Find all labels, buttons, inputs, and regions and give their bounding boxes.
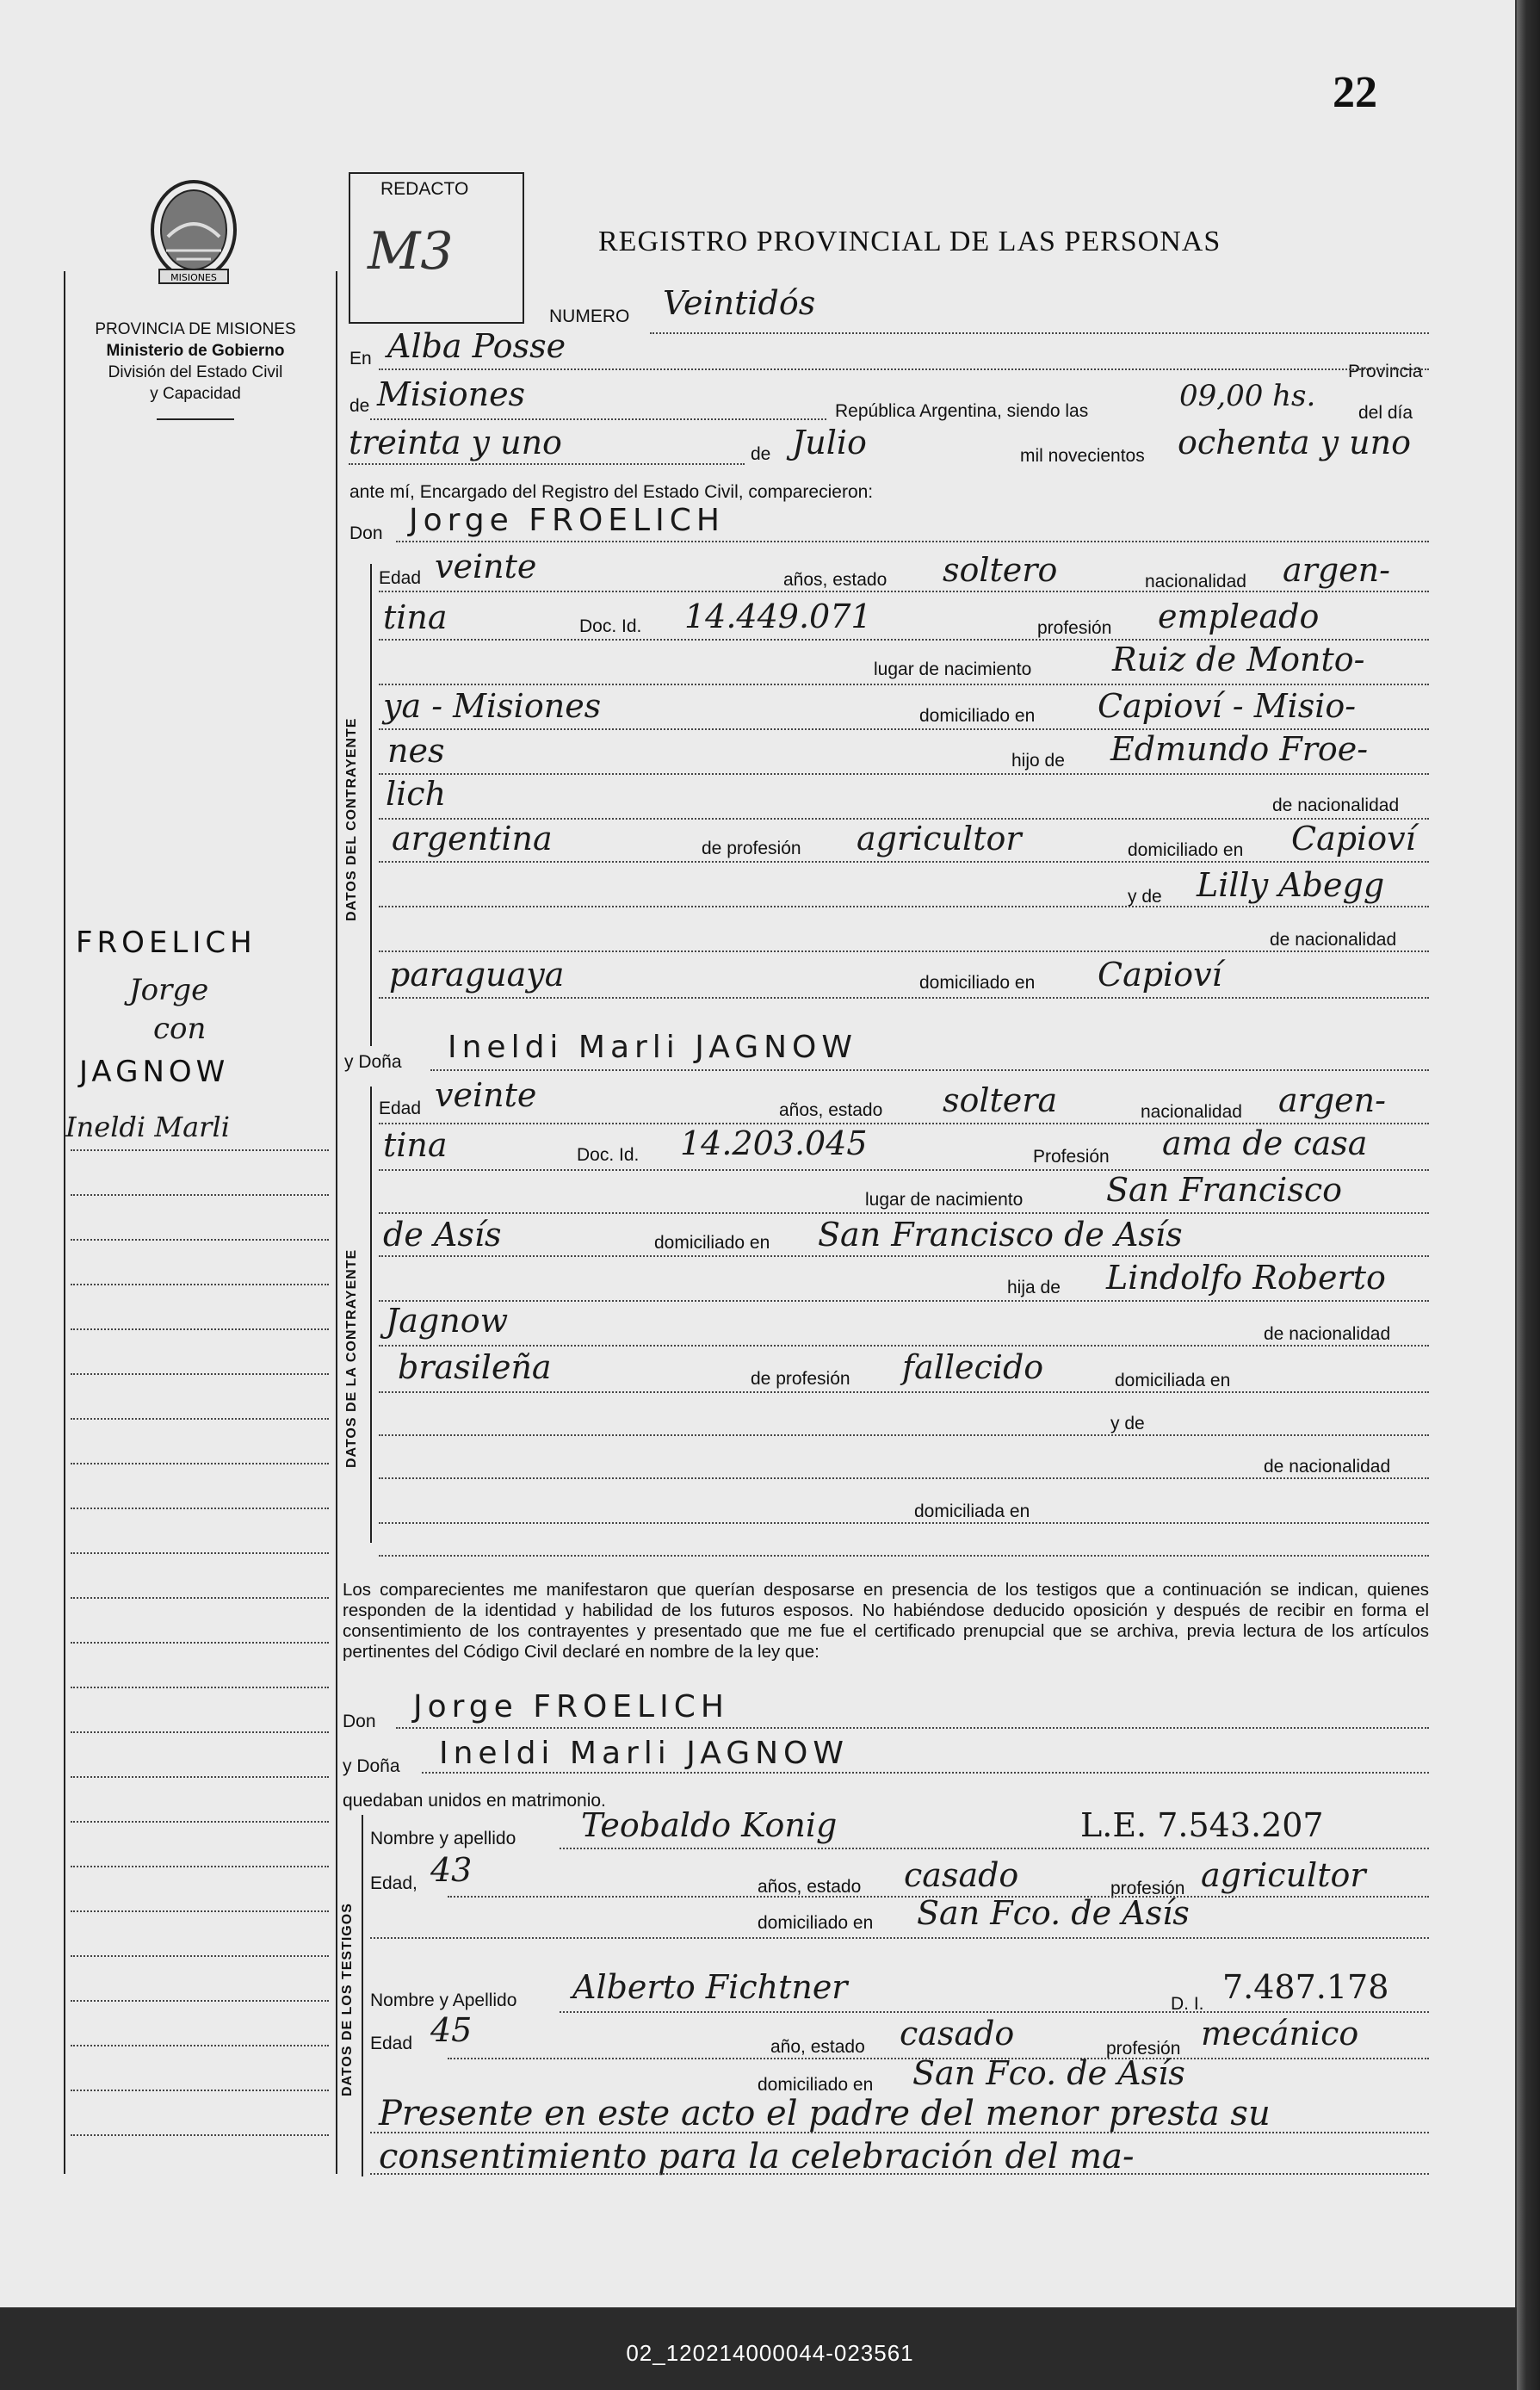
t1-nombre-value: Teobaldo Konig	[581, 1806, 838, 1844]
main-margin-line	[336, 271, 337, 2174]
doc-label-2: Doc. Id.	[577, 1145, 640, 1165]
decl-dona-value: Ineldi Marli JAGNOW	[439, 1736, 849, 1771]
t2-doc-label: D. I.	[1171, 1994, 1204, 2014]
padre-cont: lich	[386, 775, 447, 813]
footer-id: 02_120214000044-023561	[626, 2340, 914, 2366]
unidos-label: quedaban unidos en matrimonio.	[343, 1791, 606, 1811]
margin-name2: Ineldi Marli	[65, 1111, 230, 1143]
padre-prof-2: fallecido	[902, 1348, 1044, 1386]
dona-value: Ineldi Marli JAGNOW	[448, 1030, 857, 1065]
rule	[396, 1727, 1429, 1729]
document-title: REGISTRO PROVINCIAL DE LAS PERSONAS	[598, 226, 1221, 257]
margin-rule	[71, 1910, 329, 1912]
padre-dom-label-2: domiciliada en	[1115, 1371, 1231, 1390]
dom-label: domiciliado en	[919, 706, 1036, 726]
prof-value-2: ama de casa	[1162, 1124, 1368, 1162]
nac-value-2: argen-	[1278, 1081, 1386, 1119]
margin-rule	[71, 1328, 329, 1330]
don-label: Don	[349, 523, 383, 543]
padre-nac-2: brasileña	[398, 1348, 552, 1386]
margin-rule	[71, 1731, 329, 1733]
margin-rule	[71, 1508, 329, 1509]
divider	[157, 418, 234, 420]
rule	[560, 2011, 1429, 2013]
margin-surname2: JAGNOW	[79, 1055, 230, 1089]
rule	[379, 773, 1429, 775]
t2-estado-value: casado	[900, 2015, 1015, 2053]
issuer-block	[62, 319, 329, 420]
madre-value: Lilly Abegg	[1197, 866, 1385, 904]
section-contrayente: DATOS DEL CONTRAYENTE	[344, 717, 359, 921]
edad-label: Edad	[379, 568, 422, 588]
page-number: 22	[1333, 68, 1377, 117]
province-seal	[142, 176, 245, 293]
de-value: Misiones	[377, 375, 526, 413]
mes-value: Julio	[792, 424, 867, 461]
padre-cont-2: Jagnow	[386, 1302, 509, 1340]
de-nac-label-2: de nacionalidad	[1264, 1324, 1391, 1344]
rule	[379, 1477, 1429, 1479]
nac-value: argen-	[1283, 551, 1390, 589]
lugar-label: lugar de nacimiento	[874, 659, 1032, 679]
padre-prof: agricultor	[857, 820, 1022, 858]
section-testigos: DATOS DE LOS TESTIGOS	[340, 1903, 355, 2096]
lugar-cont-2: de Asís	[383, 1216, 502, 1254]
y-de-label-2: y de	[1110, 1414, 1145, 1433]
dom-value: Capioví - Misio-	[1098, 687, 1357, 725]
don-value: Jorge FROELICH	[409, 503, 725, 538]
lugar-value-2: San Francisco	[1106, 1171, 1342, 1209]
t2-nombre-value: Alberto Fichtner	[572, 1968, 848, 2006]
rule	[650, 332, 1429, 334]
prof-label-2: Profesión	[1033, 1147, 1110, 1167]
decl-dona-label: y Doña	[343, 1756, 400, 1776]
rule	[422, 1772, 1429, 1774]
rule	[379, 1300, 1429, 1302]
t2-doc-value: 7.487.178	[1222, 1968, 1389, 2006]
t1-dom-label: domiciliado en	[758, 1913, 874, 1933]
rule	[370, 2132, 1429, 2133]
lugar-value: Ruiz de Monto-	[1112, 641, 1365, 678]
t2-anios-label: año, estado	[770, 2037, 865, 2057]
margin-rule	[71, 1955, 329, 1957]
margin-rule	[71, 1552, 329, 1554]
book-binding	[1517, 0, 1540, 2390]
t2-prof-label: profesión	[1106, 2039, 1181, 2059]
rule	[379, 1345, 1429, 1347]
margin-rule	[71, 1597, 329, 1599]
anio-value: ochenta y uno	[1178, 424, 1411, 461]
margin-rule	[71, 1687, 329, 1688]
de-label: de	[349, 396, 370, 416]
hija-label: hija de	[1007, 1278, 1061, 1297]
de-prof-label: de profesión	[702, 839, 801, 858]
t1-estado-value: casado	[904, 1856, 1019, 1894]
t1-nombre-label: Nombre y apellido	[370, 1829, 516, 1848]
en-label: En	[349, 349, 372, 368]
margin-rule	[71, 1866, 329, 1867]
estado-value-2: soltera	[943, 1081, 1058, 1119]
decl-don-label: Don	[343, 1712, 376, 1731]
redacto-label: REDACTO	[380, 179, 469, 199]
province-name: PROVINCIA DE MISIONES	[95, 320, 296, 338]
redacto-box	[349, 172, 524, 324]
lugar-label-2: lugar de nacimiento	[865, 1190, 1024, 1210]
rule	[560, 1848, 1429, 1849]
margin-name1: Jorge	[129, 973, 209, 1007]
margin-rule	[71, 1418, 329, 1420]
rule	[370, 1937, 1429, 1939]
margin-rule	[71, 1239, 329, 1241]
margin-rule	[71, 2000, 329, 2002]
t2-edad-label: Edad	[370, 2034, 413, 2053]
declaration-paragraph: Los comparecientes me manifestaron que querían desposarse en presencia de los testigos que a continuación se indican, quienes responden de la identidad y habilidad de los futuros esposos. No habiéndose deducido oposición y después de recibir en forma el consentimiento de los contrayentes y presentado que me fue el certificado prenupcial que se archiva, previa lectura de los artículos pertinentes del Código Civil declaré en nombre de la ley que:	[343, 1580, 1429, 1662]
edad-label-2: Edad	[379, 1099, 422, 1118]
t1-prof-value: agricultor	[1201, 1856, 1366, 1894]
republica-label: República Argentina, siendo las	[835, 401, 1089, 421]
rule	[379, 906, 1429, 907]
margin-rule	[71, 2045, 329, 2046]
t2-dom-value: San Fco. de Asís	[912, 2054, 1185, 2092]
t1-edad-value: 43	[430, 1851, 473, 1889]
de-prof-label-2: de profesión	[751, 1369, 850, 1389]
rule	[379, 368, 1429, 370]
padre-value-2: Lindolfo Roberto	[1106, 1259, 1386, 1297]
closing-line2: consentimiento para la celebración del ma-	[379, 2137, 1135, 2176]
decl-don-value: Jorge FROELICH	[413, 1689, 729, 1724]
dom-cont: nes	[387, 732, 445, 770]
section-bar	[362, 1815, 363, 2176]
rule	[379, 1255, 1429, 1257]
ministry-name: Ministerio de Gobierno	[106, 342, 285, 360]
t1-edad-label: Edad,	[370, 1873, 417, 1893]
padre-dom: Capioví	[1291, 820, 1416, 858]
t1-doc-value: L.E. 7.543.207	[1080, 1806, 1324, 1844]
de-nac-label: de nacionalidad	[1272, 796, 1400, 815]
mil-label: mil novecientos	[1020, 446, 1145, 466]
del-dia-label: del día	[1358, 403, 1413, 423]
division-line1: División del Estado Civil	[108, 363, 283, 381]
hijo-label: hijo de	[1011, 751, 1065, 771]
margin-rule	[71, 2090, 329, 2091]
ante-label: ante mí, Encargado del Registro del Estado Civil, comparecieron:	[349, 482, 874, 502]
rule	[430, 1069, 1429, 1071]
nac-cont-2: tina	[383, 1126, 448, 1164]
madre-nac-label-2: de nacionalidad	[1264, 1457, 1391, 1477]
doc-value-2: 14.203.045	[680, 1124, 868, 1162]
margin-with: con	[153, 1012, 207, 1046]
padre-value: Edmundo Froe-	[1110, 730, 1369, 768]
numero-label: NUMERO	[549, 306, 630, 326]
t1-dom-value: San Fco. de Asís	[917, 1894, 1190, 1932]
margin-surname1: FROELICH	[76, 926, 257, 960]
rule	[379, 861, 1429, 863]
nac-label: nacionalidad	[1145, 572, 1246, 591]
seal-text: MISIONES	[170, 272, 217, 283]
dom-value-2: San Francisco de Asís	[818, 1216, 1183, 1254]
rule	[349, 463, 745, 465]
margin-rule	[71, 1194, 329, 1196]
left-margin-line	[64, 271, 65, 2174]
t2-dom-label: domiciliado en	[758, 2075, 874, 2095]
t2-edad-value: 45	[430, 2011, 473, 2049]
rule	[370, 2173, 1429, 2175]
numero-value: Veintidós	[663, 284, 816, 322]
madre-dom: Capioví	[1098, 956, 1222, 994]
t2-nombre-label: Nombre y Apellido	[370, 1991, 517, 2010]
edad-value: veinte	[435, 548, 537, 585]
padre-dom-label: domiciliado en	[1128, 840, 1244, 860]
rule	[379, 1555, 1429, 1557]
hora-value: 09,00 hs.	[1179, 379, 1316, 413]
dona-label: y Doña	[344, 1052, 402, 1072]
t1-prof-label: profesión	[1110, 1879, 1185, 1898]
margin-rule	[71, 1821, 329, 1823]
provincia-label: Provincia	[1348, 362, 1423, 381]
madre-nac: paraguaya	[389, 956, 565, 994]
de2-label: de	[751, 444, 771, 464]
closing-line1: Presente en este acto el padre del menor presta su	[379, 2094, 1271, 2133]
doc-value: 14.449.071	[684, 598, 872, 635]
madre-dom-label-2: domiciliada en	[914, 1501, 1030, 1521]
redacto-initials: M3	[368, 221, 454, 282]
anios-label-2: años, estado	[779, 1100, 883, 1120]
t1-anios-label: años, estado	[758, 1877, 862, 1897]
margin-rule	[71, 1463, 329, 1464]
rule	[379, 1434, 1429, 1436]
en-value: Alba Posse	[387, 327, 566, 365]
margin-rule	[71, 1776, 329, 1778]
t2-prof-value: mecánico	[1201, 2015, 1359, 2053]
rule	[396, 541, 1429, 542]
section-bar	[370, 564, 372, 1046]
madre-nac-label: de nacionalidad	[1270, 930, 1397, 950]
y-de-label: y de	[1128, 887, 1162, 907]
section-bar	[370, 1087, 372, 1543]
edad-value-2: veinte	[435, 1076, 537, 1114]
division-line2: y Capacidad	[150, 385, 241, 403]
margin-rule	[71, 1642, 329, 1644]
margin-rule	[71, 2134, 329, 2136]
rule	[379, 684, 1429, 685]
dom-label-2: domiciliado en	[654, 1233, 770, 1253]
rule	[379, 1391, 1429, 1393]
rule	[370, 418, 826, 420]
prof-label: profesión	[1037, 618, 1112, 638]
rule	[379, 950, 1429, 952]
prof-value: empleado	[1158, 598, 1320, 635]
estado-value: soltero	[943, 551, 1058, 589]
rule	[379, 591, 1429, 592]
nac-label-2: nacionalidad	[1141, 1102, 1242, 1122]
margin-rule	[71, 1373, 329, 1375]
doc-label: Doc. Id.	[579, 616, 642, 636]
rule	[379, 997, 1429, 999]
rule	[379, 1212, 1429, 1214]
section-contrayenta: DATOS DE LA CONTRAYENTE	[344, 1248, 359, 1468]
dia-value: treinta y uno	[349, 424, 562, 461]
lugar-cont: ya - Misiones	[383, 687, 602, 725]
margin-rule	[71, 1149, 329, 1151]
padre-nac: argentina	[392, 820, 553, 858]
nac-cont: tina	[383, 598, 448, 636]
rule	[379, 1522, 1429, 1524]
anios-label: años, estado	[783, 570, 888, 590]
madre-dom-label: domiciliado en	[919, 973, 1036, 993]
margin-rule	[71, 1284, 329, 1285]
